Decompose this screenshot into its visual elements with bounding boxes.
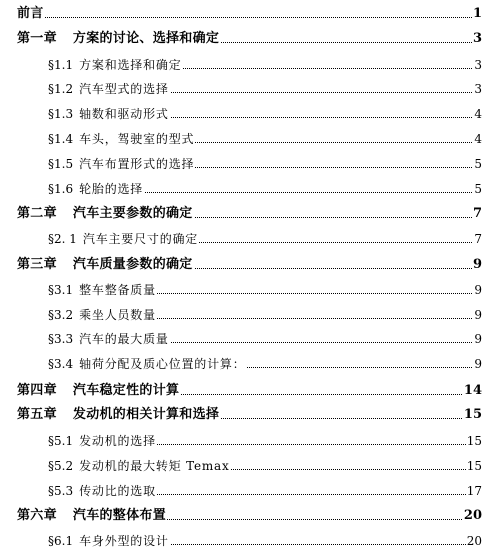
page-number: 3 xyxy=(474,82,482,96)
section-number: §3.3 xyxy=(48,332,74,346)
page-number: 15 xyxy=(466,434,482,448)
page-number: 20 xyxy=(466,534,482,548)
toc-section-entry[interactable] xyxy=(0,178,500,198)
page-number: 9 xyxy=(474,283,482,297)
toc-entry-title xyxy=(48,133,195,145)
toc-entry-title xyxy=(48,358,247,370)
section-number: §1.1 xyxy=(48,58,74,72)
chapter-number: 第一章 xyxy=(17,31,57,46)
toc-section-entry[interactable] xyxy=(0,480,500,500)
page-number: 9 xyxy=(474,357,482,371)
toc-section-entry[interactable] xyxy=(0,103,500,123)
toc-chapter-entry[interactable] xyxy=(0,203,500,223)
chapter-title: 汽车质量参数的确定 xyxy=(72,257,193,272)
page-number: 5 xyxy=(474,157,482,171)
toc-section-entry[interactable] xyxy=(0,153,500,173)
section-title: 车身外型的设计 xyxy=(79,534,169,548)
toc-section-entry[interactable] xyxy=(0,279,500,299)
toc-entry-title xyxy=(48,460,231,472)
toc-chapter-entry[interactable] xyxy=(0,404,500,424)
chapter-title: 方案的讨论、选择和确定 xyxy=(72,31,220,46)
section-title: 车头，驾驶室的型式 xyxy=(79,132,195,146)
section-title: 发动机的选择 xyxy=(79,434,156,448)
section-number: §5.3 xyxy=(48,484,74,498)
toc-entry-title xyxy=(48,183,144,195)
toc-entry-title xyxy=(17,509,167,522)
toc-entry-title xyxy=(17,7,45,20)
section-number: §3.4 xyxy=(48,357,74,371)
toc-chapter-entry[interactable] xyxy=(0,254,500,274)
page-number: 9 xyxy=(474,308,482,322)
toc-chapter-entry[interactable] xyxy=(0,505,500,525)
page-number: 7 xyxy=(474,232,482,246)
chapter-number: 第二章 xyxy=(17,206,57,221)
toc-section-entry[interactable] xyxy=(0,430,500,450)
section-title: 方案和选择和确定 xyxy=(79,58,182,72)
toc-section-entry[interactable] xyxy=(0,328,500,348)
page-number: 7 xyxy=(472,206,482,221)
section-title: 轴数和驱动形式 xyxy=(79,107,169,121)
chapter-title: 汽车稳定性的计算 xyxy=(72,383,180,398)
section-title: 汽车布置形式的选择 xyxy=(79,157,195,171)
toc-entry-title xyxy=(48,333,170,345)
section-number: §1.4 xyxy=(48,132,74,146)
toc-section-entry[interactable] xyxy=(0,530,500,550)
chapter-title: 发动机的相关计算和选择 xyxy=(72,407,220,422)
section-number: §5.2 xyxy=(48,459,74,473)
page-number: 15 xyxy=(463,407,482,422)
section-number: §3.1 xyxy=(48,283,74,297)
section-number: §1.6 xyxy=(48,182,74,196)
toc-section-entry[interactable] xyxy=(0,304,500,324)
section-number: §1.2 xyxy=(48,82,74,96)
toc-entry-title xyxy=(48,535,170,547)
page-number: 4 xyxy=(474,132,482,146)
page-number: 20 xyxy=(463,508,482,523)
chapter-number: 第四章 xyxy=(17,383,57,398)
toc-entry-title xyxy=(48,485,157,497)
page-number: 1 xyxy=(472,6,482,21)
page-number: 17 xyxy=(466,484,482,498)
toc-section-entry[interactable] xyxy=(0,455,500,475)
chapter-number: 第五章 xyxy=(17,407,57,422)
section-number: §5.1 xyxy=(48,434,74,448)
toc-chapter-entry[interactable] xyxy=(0,380,500,400)
section-title: 轮胎的选择 xyxy=(79,182,144,196)
toc-section-entry[interactable] xyxy=(0,228,500,248)
section-number: §6.1 xyxy=(48,534,74,548)
page-number: 3 xyxy=(472,31,482,46)
toc-section-entry[interactable] xyxy=(0,78,500,98)
toc-entry-title xyxy=(48,309,157,321)
section-title: 汽车主要尺寸的确定 xyxy=(82,232,199,246)
page-number: 14 xyxy=(463,383,482,398)
toc-section-entry[interactable] xyxy=(0,353,500,373)
toc-entry-title xyxy=(17,384,180,397)
page-number: 9 xyxy=(472,257,482,272)
toc-entry-title xyxy=(48,233,199,245)
dot-leader xyxy=(17,17,474,18)
section-title: 整车整备质量 xyxy=(79,283,156,297)
toc-entry-title xyxy=(17,32,220,45)
section-number: §1.5 xyxy=(48,157,74,171)
page-number: 9 xyxy=(474,332,482,346)
section-title: 发动机的最大转矩 Temax xyxy=(79,459,230,473)
chapter-number: 第六章 xyxy=(17,508,57,523)
page-number: 3 xyxy=(474,58,482,72)
toc-entry-title xyxy=(17,207,194,220)
toc-entry-title xyxy=(48,158,195,170)
toc-entry-title xyxy=(17,408,220,421)
toc-chapter-entry[interactable] xyxy=(0,3,500,23)
toc-section-entry[interactable] xyxy=(0,128,500,148)
toc-entry-title xyxy=(48,284,157,296)
toc-entry-title xyxy=(48,59,183,71)
page-number: 5 xyxy=(474,182,482,196)
section-title: 汽车型式的选择 xyxy=(79,82,169,96)
chapter-title: 汽车主要参数的确定 xyxy=(72,206,193,221)
section-number: §1.3 xyxy=(48,107,74,121)
toc-entry-title xyxy=(48,108,170,120)
chapter-number: 第三章 xyxy=(17,257,57,272)
section-title: 汽车的最大质量 xyxy=(79,332,169,346)
toc-section-entry[interactable] xyxy=(0,54,500,74)
page-number: 15 xyxy=(466,459,482,473)
section-number: §2. 1 xyxy=(48,232,77,246)
toc-entry-title xyxy=(48,435,157,447)
page-number: 4 xyxy=(474,107,482,121)
chapter-title: 前言 xyxy=(17,6,44,21)
toc-entry-title xyxy=(17,258,194,271)
section-title: 乘坐人员数量 xyxy=(79,308,156,322)
toc-chapter-entry[interactable] xyxy=(0,28,500,48)
section-title: 轴荷分配及质心位置的计算： xyxy=(79,357,246,371)
section-title: 传动比的选取 xyxy=(79,484,156,498)
section-number: §3.2 xyxy=(48,308,74,322)
chapter-title: 汽车的整体布置 xyxy=(72,508,167,523)
toc-entry-title xyxy=(48,83,170,95)
